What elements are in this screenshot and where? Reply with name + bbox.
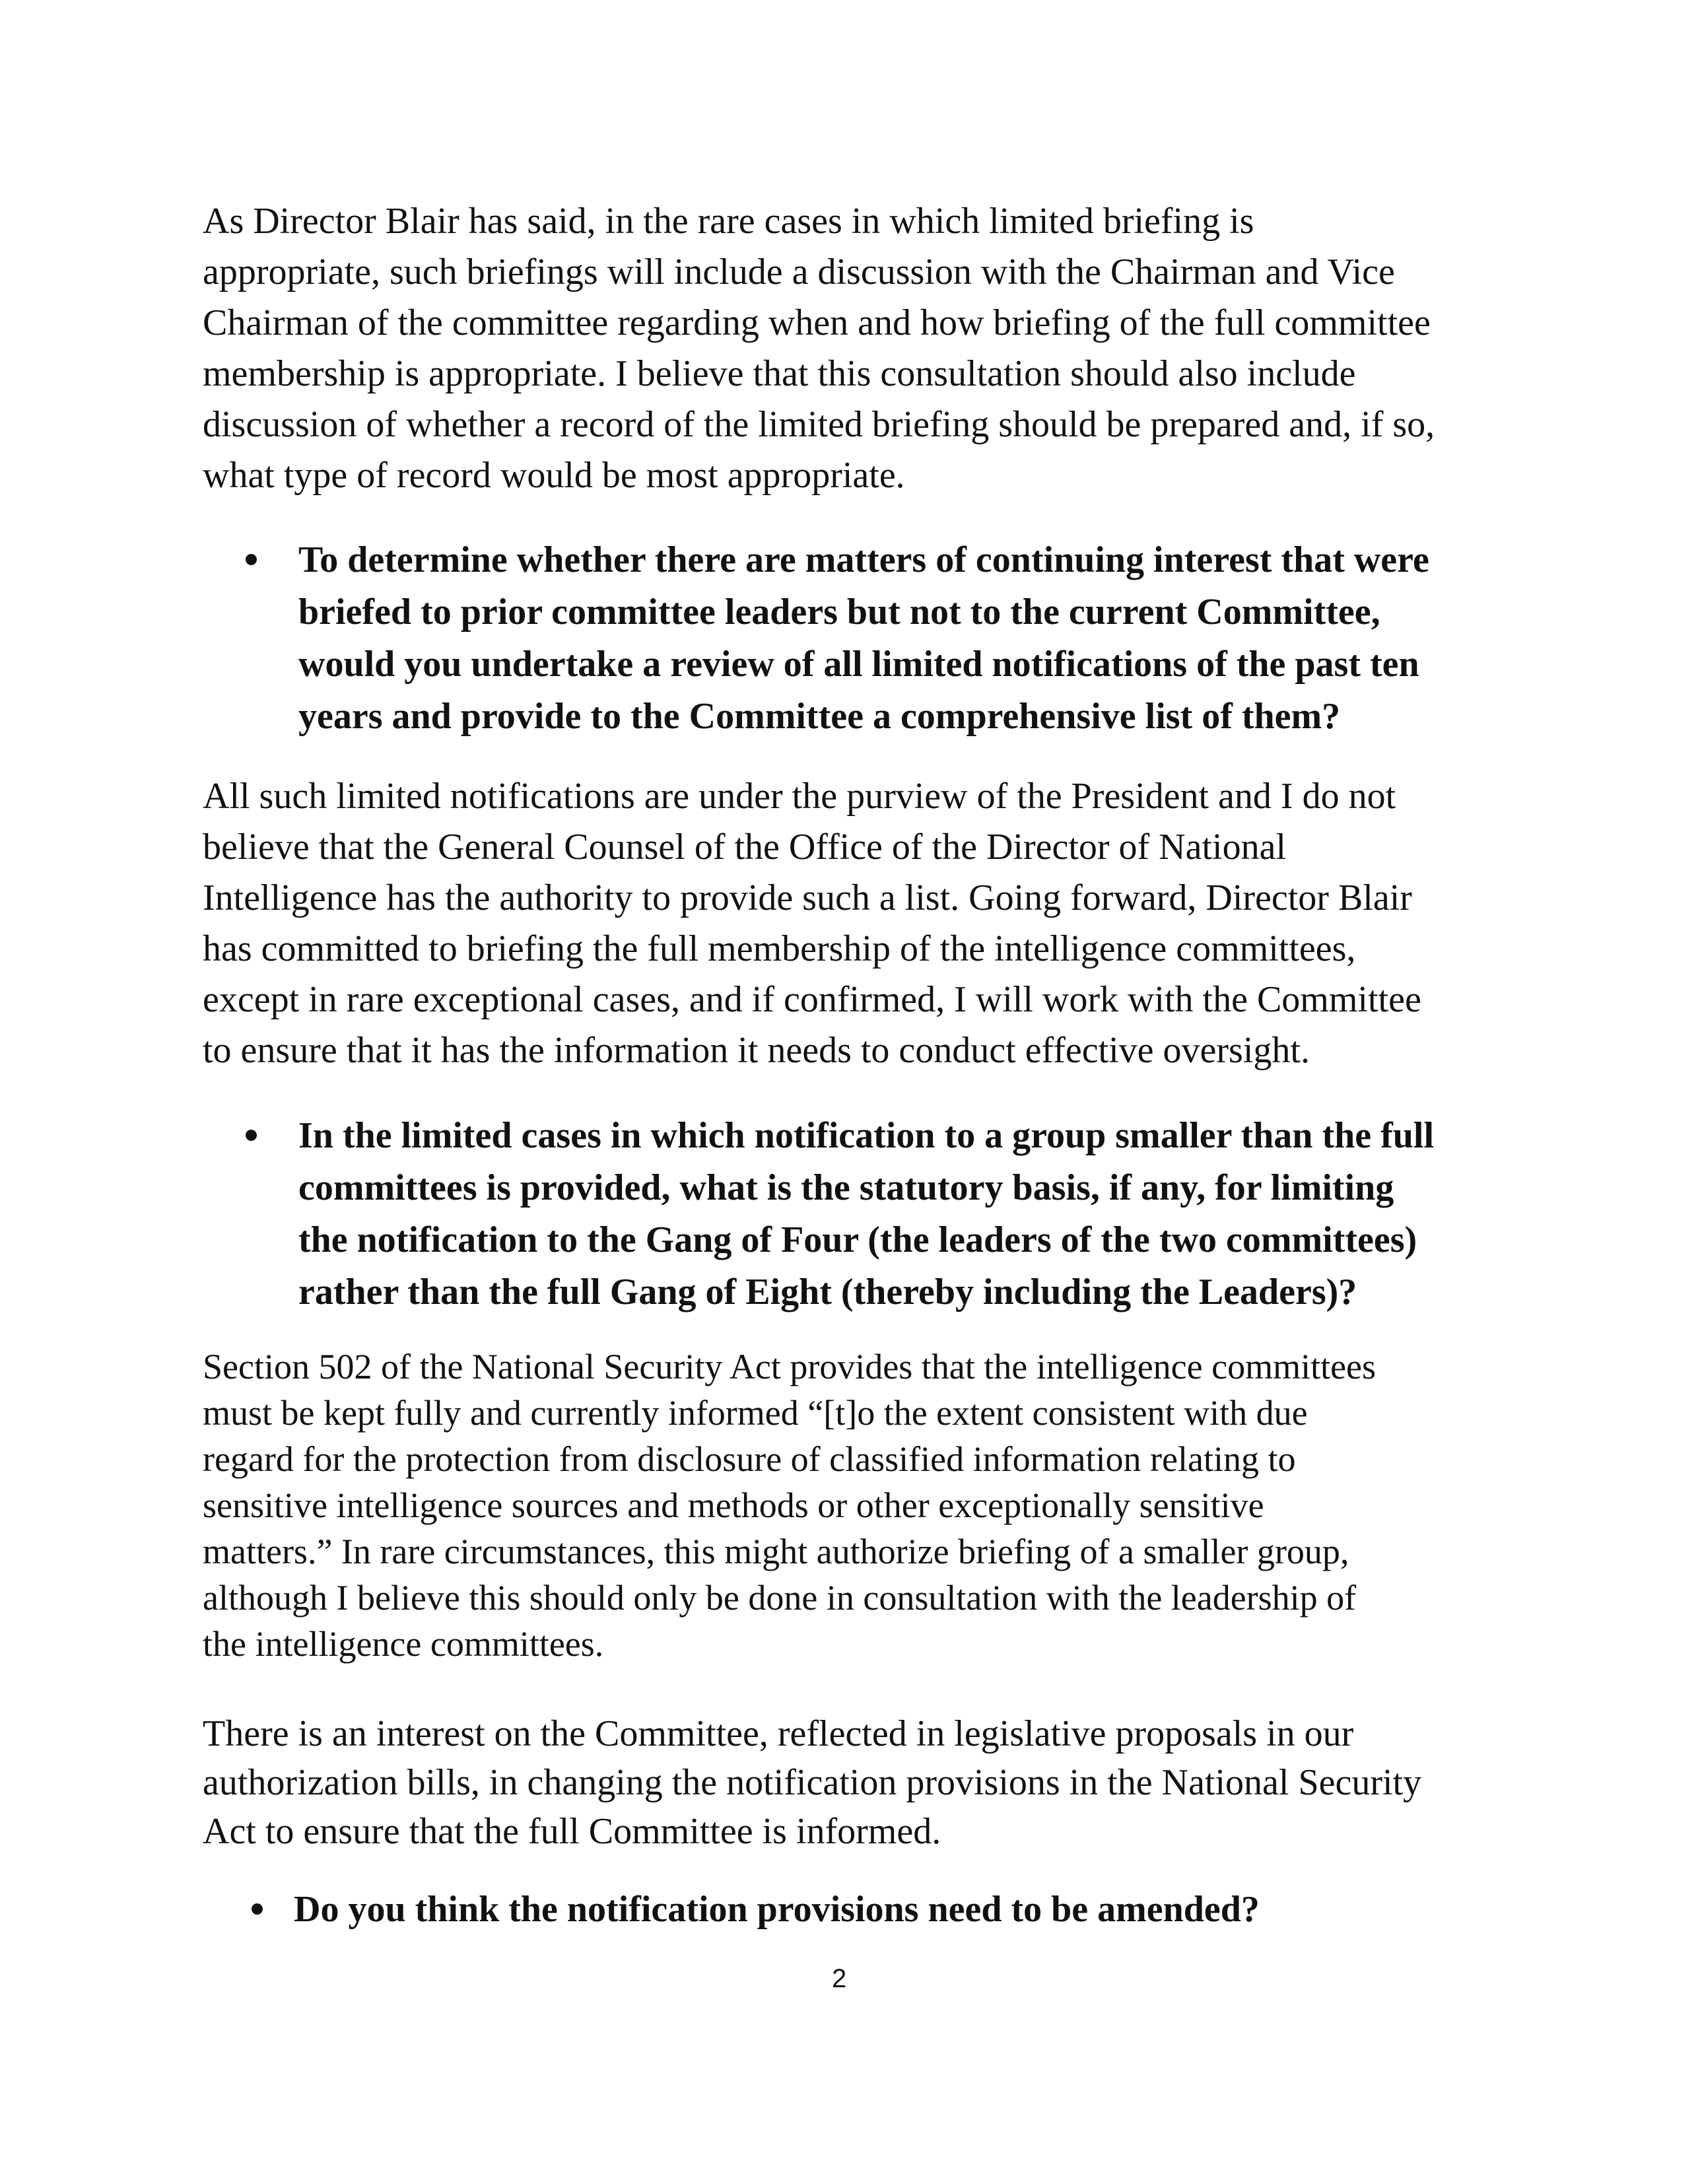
text-line: Do you think the notification provisions need to be amended? (294, 1889, 1260, 1930)
text-line: Intelligence has the authority to provide such a list. Going forward, Director Blair (203, 877, 1412, 918)
paragraph-committee-interest (203, 1709, 1421, 1856)
bullet-icon (252, 1903, 263, 1915)
text-line: briefed to prior committee leaders but not to the current Committee, (298, 592, 1380, 632)
text-line: years and provide to the Committee a comprehensive list of them? (298, 696, 1341, 737)
text-line: To determine whether there are matters of continuing interest that were (298, 539, 1429, 580)
text-line: appropriate, such briefings will include a discussion with the Chairman and Vice (203, 252, 1395, 292)
question-amend-provisions (294, 1884, 1260, 1936)
text-line: In the limited cases in which notification to a group smaller than the full (298, 1115, 1435, 1156)
bullet-icon (246, 554, 257, 565)
text-line: There is an interest on the Committee, reflected in legislative proposals in our (203, 1713, 1354, 1754)
text-line: to ensure that it has the information it needs to conduct effective oversight. (203, 1030, 1310, 1071)
paragraph-section-502 (203, 1344, 1376, 1667)
page-number: 2 (832, 1964, 847, 1993)
text-line: must be kept fully and currently informed “[t]o the extent consistent with due (203, 1393, 1308, 1433)
text-line: Act to ensure that the full Committee is informed. (203, 1811, 941, 1852)
text-line: believe that the General Counsel of the Office of the Director of National (203, 827, 1287, 868)
paragraph-purview-answer (203, 771, 1421, 1076)
bullet-icon (246, 1130, 257, 1141)
text-line: committees is provided, what is the statutory basis, if any, for limiting (298, 1167, 1394, 1208)
question-review-notifications (298, 534, 1429, 743)
text-line: All such limited notifications are under the purview of the President and I do not (203, 776, 1396, 817)
text-line: the intelligence committees. (203, 1624, 604, 1664)
text-line: what type of record would be most appropriate. (203, 455, 905, 496)
text-line: Section 502 of the National Security Act provides that the intelligence committees (203, 1347, 1377, 1386)
text-line: would you undertake a review of all limited notifications of the past ten (298, 644, 1419, 685)
paragraph-limited-briefing (203, 196, 1435, 501)
text-line: matters.” In rare circumstances, this might authorize briefing of a smaller group, (203, 1532, 1349, 1571)
question-statutory-basis (298, 1110, 1434, 1318)
text-line: discussion of whether a record of the limited briefing should be prepared and, if so, (203, 404, 1435, 445)
text-line: rather than the full Gang of Eight (thereby including the Leaders)? (298, 1272, 1357, 1313)
text-line: authorization bills, in changing the notification provisions in the National Security (203, 1762, 1422, 1803)
text-line: sensitive intelligence sources and methods or other exceptionally sensitive (203, 1485, 1264, 1525)
text-line: although I believe this should only be done in consultation with the leadership of (203, 1578, 1357, 1618)
text-line: membership is appropriate. I believe that this consultation should also include (203, 353, 1356, 394)
text-line: Chairman of the committee regarding when and how briefing of the full committee (203, 302, 1431, 343)
text-line: except in rare exceptional cases, and if confirmed, I will work with the Committee (203, 979, 1421, 1020)
text-line: As Director Blair has said, in the rare cases in which limited briefing is (203, 201, 1254, 242)
text-line: has committed to briefing the full membership of the intelligence committees, (203, 928, 1356, 969)
text-line: the notification to the Gang of Four (the leaders of the two committees) (298, 1219, 1417, 1260)
text-line: regard for the protection from disclosure of classified information relating to (203, 1439, 1296, 1479)
